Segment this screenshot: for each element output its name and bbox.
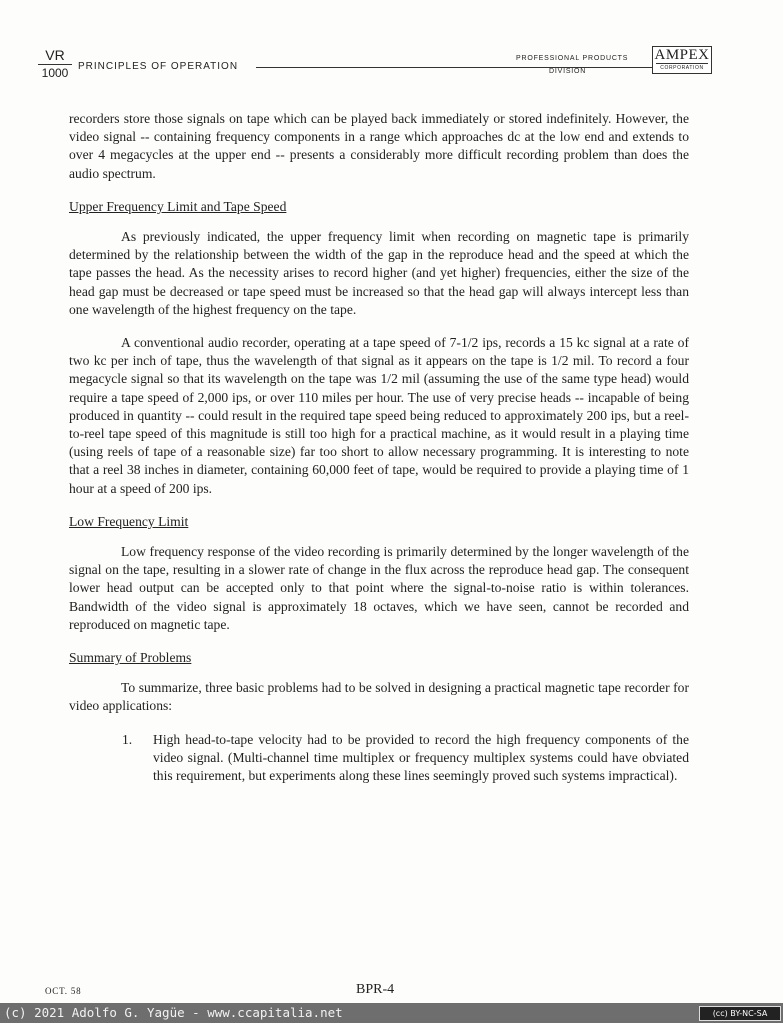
page-header (0, 0, 783, 90)
model-mark-top: VR (38, 48, 72, 65)
logo-subtitle: CORPORATION (656, 63, 708, 71)
paragraph-intro: recorders store those signals on tape which can be played back immediately or stored indefinitely. However, the video signal -- containing frequency components in a range which approaches dc at the low end and extends to over 4 megacycles at the upper end -- presents a considerably more difficult recording problem than does the audio spectrum. (69, 111, 689, 181)
heading-low-frequency: Low Frequency Limit (69, 513, 189, 529)
page-number: BPR-4 (356, 982, 395, 997)
list-item (69, 731, 689, 786)
list-item-number: 1. (122, 731, 133, 747)
list-item-text: High head-to-tape velocity had to be provided to record the high frequency components of the video signal. (Multi-channel time multiplex or frequency multiplex systems could have obviated this requirement, but experiments along these lines seemingly proved such systems impractical). (153, 731, 689, 784)
copyright-text: (c) 2021 Adolfo G. Yagüe - www.ccapitalia.net (4, 1005, 343, 1020)
license-badge: (cc) BY-NC-SA (699, 1006, 781, 1021)
model-mark (38, 48, 72, 79)
heading-summary: Summary of Problems (69, 650, 192, 666)
section-title: PRINCIPLES OF OPERATION (78, 61, 239, 72)
document-body (69, 110, 689, 785)
logo-name: AMPEX (654, 47, 710, 63)
division-label-top: PROFESSIONAL PRODUCTS (516, 55, 629, 62)
paragraph-low-frequency: Low frequency response of the video recording is primarily determined by the longer wavelength of the signal on the tape, resulting in a slower rate of change in the flux across the reproduce head gap. The consequent lower head output can be accepted only to that point where the signal-to-noise ratio is within tolerances. Bandwidth of the video signal is approximately 18 octaves, which we have seen, cannot be recorded and reproduced on magnetic tape. (69, 544, 689, 632)
paragraph-upper-frequency: As previously indicated, the upper frequency limit when recording on magnetic tape is primarily determined by the relationship between the width of the gap in the reproduce head and the speed at which the tape passes the head. As the necessity arises to record higher (and yet higher) frequencies, either the size of the head gap must be decreased or tape speed must be increased so that the head gap will always intercept less than one wavelength of the highest frequency on the tape. (69, 229, 689, 317)
paragraph-audio-recorder: A conventional audio recorder, operating at a tape speed of 7-1/2 ips, records a 15 kc signal at a rate of two kc per inch of tape, thus the wavelength of that signal as it appears on the tape is 1/2 mil. To record a four megacycle signal so that its wavelength on the tape was 1/2 mil (assuming the use of the same type head) would require a tape speed of 2,000 ips, or over 110 miles per hour. The use of very precise heads -- incapable of being produced in quantity -- could result in the required tape speed being reduced to approximately 200 ips, but a reel-to-reel tape speed of this magnitude is still too high for a practical machine, as it would result in a playing time (using reels of tape of a reasonable size) far too short to allow necessary programming. It is interesting to note that a reel 38 inches in diameter, containing 60,000 feet of tape, would be required to provide a playing time of 1 hour at a speed of 200 ips. (69, 335, 689, 496)
ampex-logo (652, 46, 712, 74)
heading-upper-frequency: Upper Frequency Limit and Tape Speed (69, 198, 287, 214)
copyright-bar (0, 1003, 783, 1023)
header-rule (256, 67, 653, 68)
paragraph-summary: To summarize, three basic problems had to be solved in designing a practical magnetic tape recorder for video applications: (69, 680, 689, 714)
division-label-bottom: DIVISION (549, 68, 587, 75)
footer-date: OCT. 58 (45, 986, 82, 996)
model-mark-bottom: 1000 (41, 66, 69, 80)
